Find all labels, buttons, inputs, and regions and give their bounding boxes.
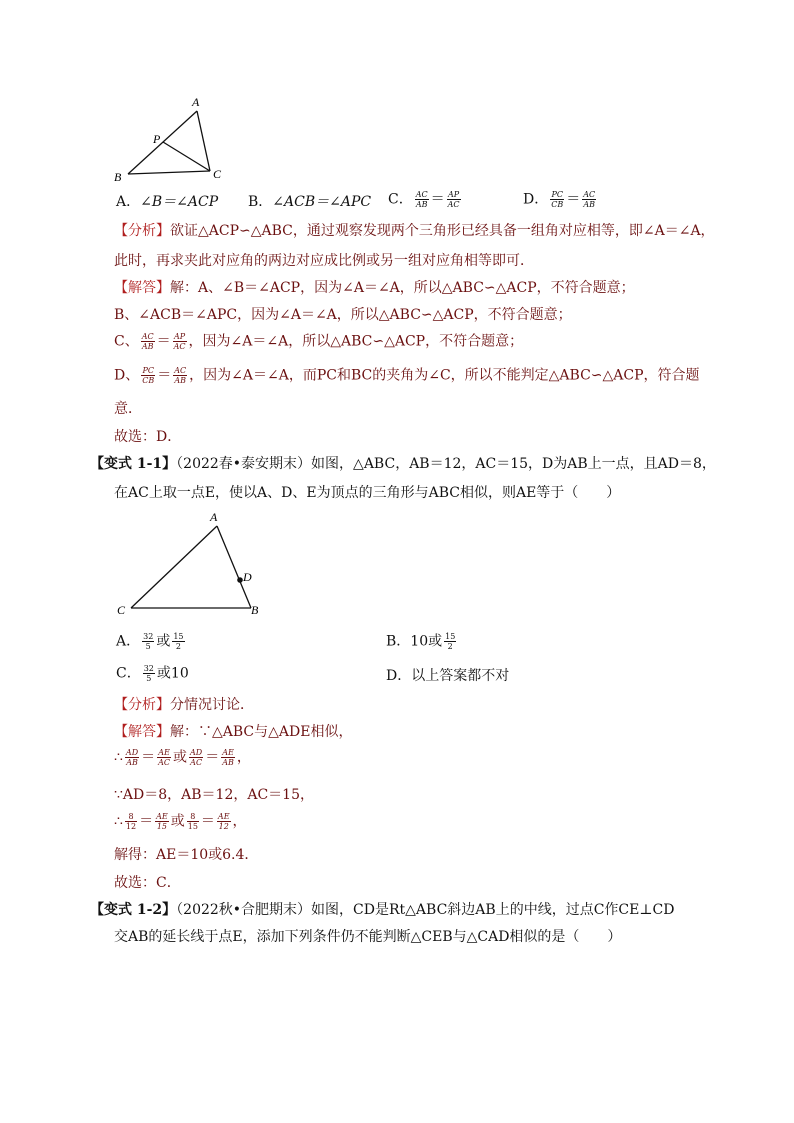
question-line: 在AC上取一点E，使以A、D、E为顶点的三角形与ABC相似，则AE等于（ ） <box>114 485 621 501</box>
analysis-line: 【分析】欲证△ACP∽△ABC，通过观察发现两个三角形已经具备一组角对应相等，即∠A＝∠A， <box>114 223 715 239</box>
question-line: 【变式 1-1】（2022春•泰安期末）如图，△ABC，AB＝12，AC＝15，D为AB上一点，且AD＝8， <box>90 456 716 472</box>
label-c: C <box>117 603 126 617</box>
fraction: $\frac{AD}{AC}$ <box>190 748 203 767</box>
solution-line: ∵AD＝8，AB＝12，AC＝15， <box>114 787 314 803</box>
point-d <box>237 577 243 583</box>
label-b: B <box>114 170 122 184</box>
fraction: $\frac{32}{5}$ <box>143 632 154 651</box>
q1-choice-a[interactable]: A．∠B＝∠ACP <box>116 194 219 210</box>
fraction: $\frac{AC}{AB}$ <box>415 190 428 209</box>
v11-choice-a[interactable]: A． $\frac{32}{5}$ 或 $\frac{15}{2}$ <box>116 632 184 651</box>
fraction: $\frac{PC}{CB}$ <box>551 190 564 209</box>
fraction: $\frac{AC}{AB}$ <box>141 332 154 351</box>
fraction: $\frac{15}{2}$ <box>173 632 184 651</box>
label-a: A <box>210 510 218 524</box>
solution-line: 意． <box>114 401 142 417</box>
analysis-line: 【分析】分情况讨论． <box>114 697 254 713</box>
v11-choice-b[interactable]: B．10或 $\frac{15}{2}$ <box>386 632 456 651</box>
question-line: 交AB的延长线于点E，添加下列条件仍不能判断△CEB与△CAD相似的是（ ） <box>114 929 622 945</box>
q1-choice-b[interactable]: B．∠ACB＝∠APC <box>248 194 372 210</box>
fraction: $\frac{AE}{AC}$ <box>158 748 171 767</box>
side-ca <box>131 526 217 608</box>
side-ac <box>197 111 210 171</box>
q1-choice-d[interactable]: D． $\frac{PC}{CB}$ ＝ $\frac{AC}{AB}$ <box>523 190 596 209</box>
fraction: $\frac{AP}{AC}$ <box>173 332 186 351</box>
fraction: $\frac{AP}{AC}$ <box>447 190 460 209</box>
label-p: P <box>153 132 161 146</box>
fraction: $\frac{AE}{15}$ <box>156 812 168 831</box>
q1-choice-c[interactable]: C． $\frac{AC}{AB}$ ＝ $\frac{AP}{AC}$ <box>388 190 460 209</box>
fraction: $\frac{AD}{AB}$ <box>125 748 139 767</box>
label-c: C <box>213 167 222 181</box>
figure-triangle-acp <box>110 92 230 184</box>
side-ab <box>217 526 251 608</box>
label-d: D <box>243 570 252 584</box>
answer-line: 故选：D． <box>114 429 182 445</box>
fraction: $\frac{AC}{AB}$ <box>174 366 187 385</box>
segment-pc <box>163 142 210 171</box>
solution-line: ∴ $\frac{8}{12}$ ＝ $\frac{AE}{15}$ 或 $\frac{8}{15}$ ＝ $\frac{AE}{12}$ ， <box>114 812 247 831</box>
solution-line: ∴ $\frac{AD}{AB}$ ＝ $\frac{AE}{AC}$ 或 $\frac{AD}{AC}$ ＝ $\frac{AE}{AB}$ ， <box>114 748 251 767</box>
solution-line: C、 $\frac{AC}{AB}$ ＝ $\frac{AP}{AC}$ ，因为∠A＝∠A，所以△ABC∽△ACP，不符合题意； <box>114 332 524 351</box>
solution-line: B、∠ACB＝∠APC，因为∠A＝∠A，所以△ABC∽△ACP，不符合题意； <box>114 307 572 323</box>
v11-choice-d[interactable]: D．以上答案都不对 <box>386 668 510 684</box>
label-a: A <box>192 95 200 109</box>
fraction: $\frac{AC}{AB}$ <box>583 190 596 209</box>
fraction: $\frac{8}{12}$ <box>125 812 137 831</box>
solution-line: D、 $\frac{PC}{CB}$ ＝ $\frac{AC}{AB}$ ，因为∠A＝∠A，而PC和BC的夹角为∠C，所以不能判定△ABC∽△ACP，符合题 <box>114 366 700 385</box>
fraction: $\frac{15}{2}$ <box>445 632 456 651</box>
figure-triangle-abc <box>112 510 262 620</box>
fraction: $\frac{32}{5}$ <box>143 664 154 683</box>
fraction: $\frac{AE}{12}$ <box>217 812 230 831</box>
answer-line: 故选：C． <box>114 875 181 891</box>
analysis-line: 此时，再求夹此对应角的两边对应成比例或另一组对应角相等即可． <box>114 253 534 269</box>
v11-choice-c[interactable]: C． $\frac{32}{5}$ 或10 <box>116 664 189 683</box>
fraction: $\frac{8}{15}$ <box>187 812 198 831</box>
question-line: 【变式 1-2】（2022秋•合肥期末）如图，CD是Rt△ABC斜边AB上的中线，过点C作CE⊥CD <box>90 902 675 918</box>
label-b: B <box>251 603 259 617</box>
solution-line: 解得：AE＝10或6.4． <box>114 847 259 863</box>
solution-line: 【解答】解：A、∠B＝∠ACP，因为∠A＝∠A，所以△ABC∽△ACP，不符合题意； <box>114 280 635 296</box>
side-bc <box>128 171 210 174</box>
fraction: $\frac{AE}{AB}$ <box>222 748 234 767</box>
solution-line: 【解答】解：∵△ABC与△ADE相似， <box>114 724 353 740</box>
side-ba <box>128 111 197 174</box>
fraction: $\frac{PC}{CB}$ <box>142 366 155 385</box>
